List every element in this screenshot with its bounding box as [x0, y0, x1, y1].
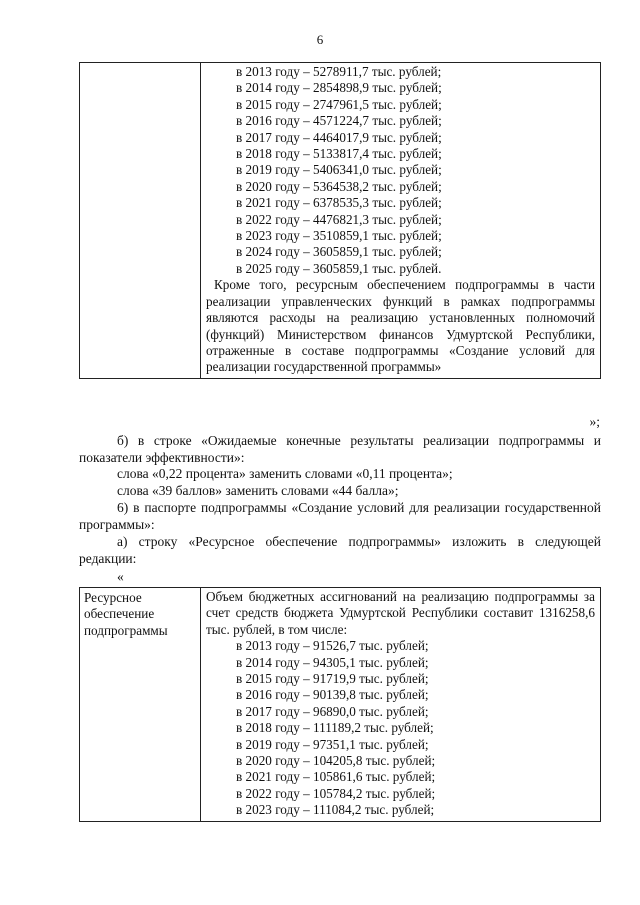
resource-table-continued — [79, 62, 601, 379]
list-item: в 2016 году – 4571224,7 тыс. рублей; — [236, 113, 442, 129]
table-note: Кроме того, ресурсным обеспечением подпрограммы в части реализации управленческих функций в рамках подпрограммы являются расходы на реализацию установленных полномочий (функций) Министерством финансов Удмуртской Республики, отраженные в составе подпрограммы «Создание условий для реализации государственной программы» — [206, 277, 595, 375]
list-item: в 2020 году – 5364538,2 тыс. рублей; — [236, 178, 442, 194]
list-item: в 2022 году – 105784,2 тыс. рублей; — [236, 785, 436, 801]
page-number: 6 — [316, 32, 324, 47]
table-row — [80, 588, 601, 822]
list-item: в 2018 году – 5133817,4 тыс. рублей; — [236, 146, 442, 162]
list-item: в 2013 году – 91526,7 тыс. рублей; — [236, 638, 429, 654]
list-item: в 2020 году – 104205,8 тыс. рублей; — [236, 753, 436, 769]
list-item: в 2018 году – 111189,2 тыс. рублей; — [236, 720, 434, 736]
paragraph-results: б) в строке «Ожидаемые конечные результаты реализации подпрограммы и показатели эффективности»: — [79, 433, 601, 465]
table-intro: Объем бюджетных ассигнований на реализацию подпрограммы за счет средств бюджета Удмуртской Республики составит 1316258,6 тыс. рублей, в том числе: — [206, 589, 595, 637]
list-item: в 2015 году – 91719,9 тыс. рублей; — [236, 671, 429, 687]
resource-table — [79, 587, 601, 822]
list-item: в 2013 году – 5278911,7 тыс. рублей; — [236, 64, 442, 79]
year-amount-list — [206, 64, 595, 277]
list-item: в 2025 году – 3605859,1 тыс. рублей. — [236, 260, 442, 276]
table-label-cell — [80, 63, 201, 379]
year-amount-list — [206, 638, 595, 818]
paragraph-passport: 6) в паспорте подпрограммы «Создание условий для реализации государственной программы»: — [79, 500, 601, 532]
table-label-cell: Ресурсное обеспечение подпрограммы — [80, 588, 201, 822]
list-item: в 2014 году – 94305,1 тыс. рублей; — [236, 654, 429, 670]
list-item: в 2024 году – 3605859,1 тыс. рублей; — [236, 244, 442, 260]
paragraph-replace-points: слова «39 баллов» заменить словами «44 балла»; — [117, 483, 399, 498]
paragraph-resource-row: а) строку «Ресурсное обеспечение подпрограммы» изложить в следующей редакции: — [79, 534, 601, 566]
opening-quote: « — [117, 569, 124, 584]
table-content-cell — [201, 588, 601, 822]
table-content-cell — [201, 63, 601, 379]
closing-quote: »; — [589, 414, 600, 429]
list-item: в 2023 году – 111084,2 тыс. рублей; — [236, 802, 435, 818]
table-row — [80, 63, 601, 379]
list-item: в 2017 году – 96890,0 тыс. рублей; — [236, 703, 429, 719]
list-item: в 2019 году – 97351,1 тыс. рублей; — [236, 736, 429, 752]
list-item: в 2021 году – 105861,6 тыс. рублей; — [236, 769, 436, 785]
paragraph-replace-percent: слова «0,22 процента» заменить словами «0,11 процента»; — [117, 466, 453, 481]
list-item: в 2023 году – 3510859,1 тыс. рублей; — [236, 228, 442, 244]
list-item: в 2022 году – 4476821,3 тыс. рублей; — [236, 211, 442, 227]
list-item: в 2014 году – 2854898,9 тыс. рублей; — [236, 80, 442, 96]
list-item: в 2019 году – 5406341,0 тыс. рублей; — [236, 162, 442, 178]
list-item: в 2021 году – 6378535,3 тыс. рублей; — [236, 195, 442, 211]
list-item: в 2016 году – 90139,8 тыс. рублей; — [236, 687, 429, 703]
list-item: в 2017 году – 4464017,9 тыс. рублей; — [236, 129, 442, 145]
list-item: в 2015 году – 2747961,5 тыс. рублей; — [236, 96, 442, 112]
